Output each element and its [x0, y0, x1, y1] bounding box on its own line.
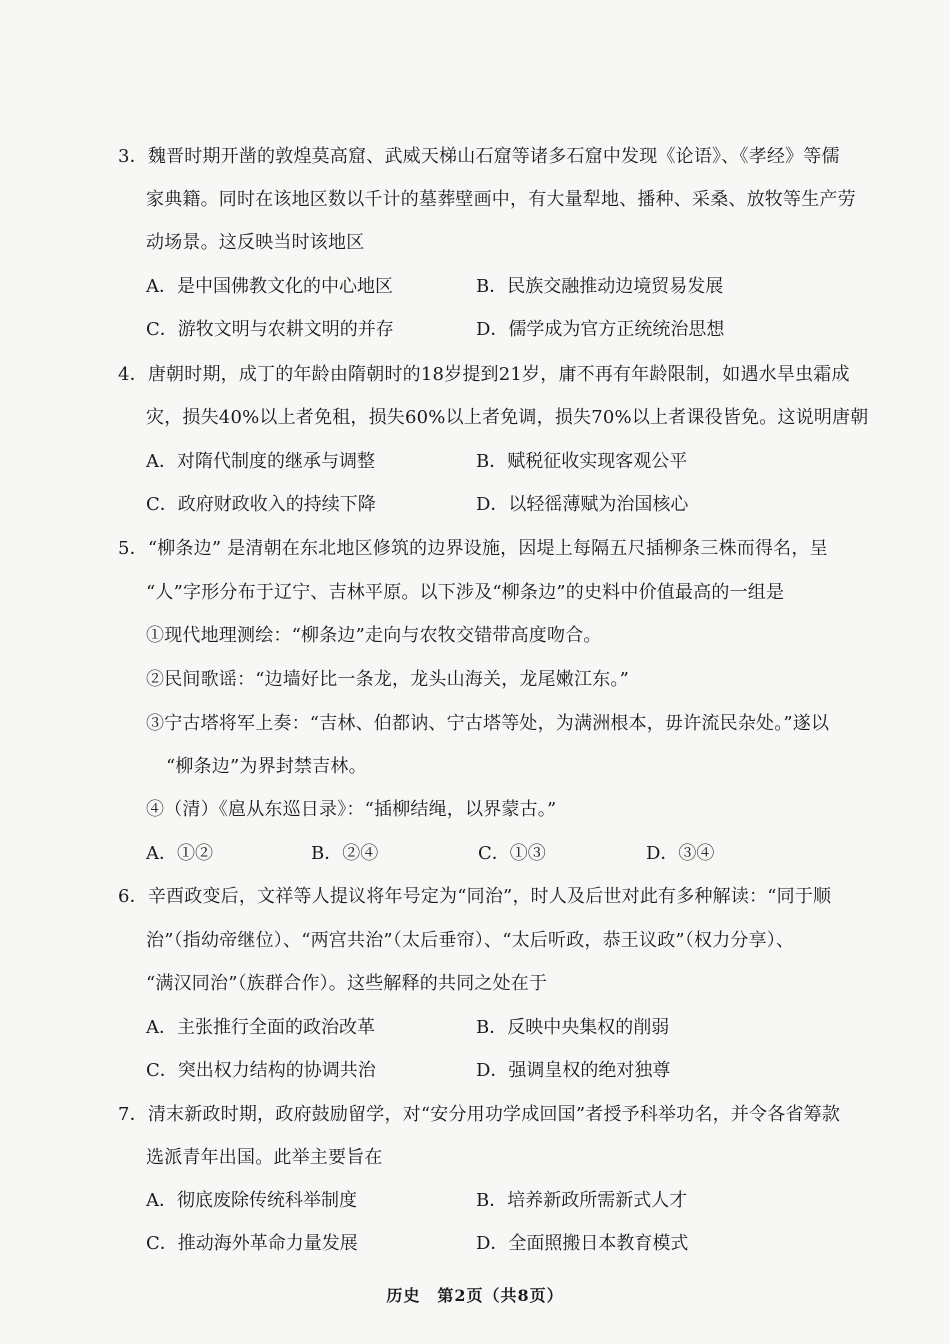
q7-option-b[interactable]: B．培养新政所需新式人才	[476, 1190, 688, 1211]
q5-source-1: ①现代地理测绘：“柳条边”走向与农牧交错带高度吻合。	[146, 625, 602, 646]
q3-option-c[interactable]: C．游牧文明与农耕文明的并存	[146, 319, 394, 340]
q3-option-d[interactable]: D．儒学成为官方正统统治思想	[476, 319, 725, 340]
q5-line-2: “人”字形分布于辽宁、吉林平原。以下涉及“柳条边”的史料中价值最高的一组是	[146, 582, 785, 603]
q4-option-c[interactable]: C．政府财政收入的持续下降	[146, 494, 376, 515]
q7-line-2: 选派青年出国。此举主要旨在	[146, 1147, 383, 1168]
q3-option-a[interactable]: A．是中国佛教文化的中心地区	[146, 276, 393, 297]
q6-option-d[interactable]: D．强调皇权的绝对独尊	[476, 1060, 671, 1081]
q5-option-c[interactable]: C．①③	[478, 843, 546, 864]
q3-line-1: 3．魏晋时期开凿的敦煌莫高窟、武威天梯山石窟等诸多石窟中发现《论语》、《孝经》等儒	[118, 146, 840, 167]
q6-option-c[interactable]: C．突出权力结构的协调共治	[146, 1060, 376, 1081]
q4-option-b[interactable]: B．赋税征收实现客观公平	[476, 451, 688, 472]
q6-line-1: 6．辛酉政变后，文祥等人提议将年号定为“同治”，时人及后世对此有多种解读：“同于顺	[118, 886, 832, 907]
q5-source-3-cont: “柳条边”为界封禁吉林。	[166, 756, 367, 777]
q6-line-3: “满汉同治”（族群合作）。这些解释的共同之处在于	[146, 973, 548, 994]
q7-option-d[interactable]: D．全面照搬日本教育模式	[476, 1233, 689, 1254]
q7-option-c[interactable]: C．推动海外革命力量发展	[146, 1233, 358, 1254]
q4-line-2: 灾，损失40%以上者免租，损失60%以上者免调，损失70%以上者课役皆免。这说明唐朝	[146, 407, 869, 428]
q7-option-a[interactable]: A．彻底废除传统科举制度	[146, 1190, 357, 1211]
q4-line-1: 4．唐朝时期，成丁的年龄由隋朝时的18岁提到21岁，庸不再有年龄限制，如遇水旱虫霜成	[118, 364, 850, 385]
q5-source-3: ③宁古塔将军上奏：“吉林、伯都讷、宁古塔等处，为满洲根本，毋许流民杂处。”遂以	[146, 713, 830, 734]
q6-option-a[interactable]: A．主张推行全面的政治改革	[146, 1017, 375, 1038]
q4-option-a[interactable]: A．对隋代制度的继承与调整	[146, 451, 375, 472]
page-footer: 历史 第2页（共8页）	[386, 1286, 564, 1305]
q4-option-d[interactable]: D．以轻徭薄赋为治国核心	[476, 494, 689, 515]
q6-line-2: 治”（指幼帝继位）、“两宫共治”（太后垂帘）、“太后听政，恭王议政”（权力分享）、	[146, 930, 795, 951]
q6-option-b[interactable]: B．反映中央集权的削弱	[476, 1017, 670, 1038]
q3-line-3: 动场景。这反映当时该地区	[146, 232, 365, 253]
q3-line-2: 家典籍。同时在该地区数以千计的墓葬壁画中，有大量犁地、播种、采桑、放牧等生产劳	[146, 189, 856, 210]
q5-source-4: ④（清）《扈从东巡日录》：“插柳结绳，以界蒙古。”	[146, 799, 557, 820]
q5-option-a[interactable]: A．①②	[146, 843, 213, 864]
q5-option-d[interactable]: D．③④	[646, 843, 715, 864]
q7-line-1: 7．清末新政时期，政府鼓励留学，对“安分用功学成回国”者授予科举功名，并令各省筹款	[118, 1104, 841, 1125]
q5-option-b[interactable]: B．②④	[311, 843, 379, 864]
q5-source-2: ②民间歌谣：“边墙好比一条龙，龙头山海关，龙尾嫩江东。”	[146, 669, 630, 690]
q3-option-b[interactable]: B．民族交融推动边境贸易发展	[476, 276, 724, 297]
q5-line-1: 5．“柳条边” 是清朝在东北地区修筑的边界设施，因堤上每隔五尺插柳条三株而得名，呈	[118, 538, 828, 559]
